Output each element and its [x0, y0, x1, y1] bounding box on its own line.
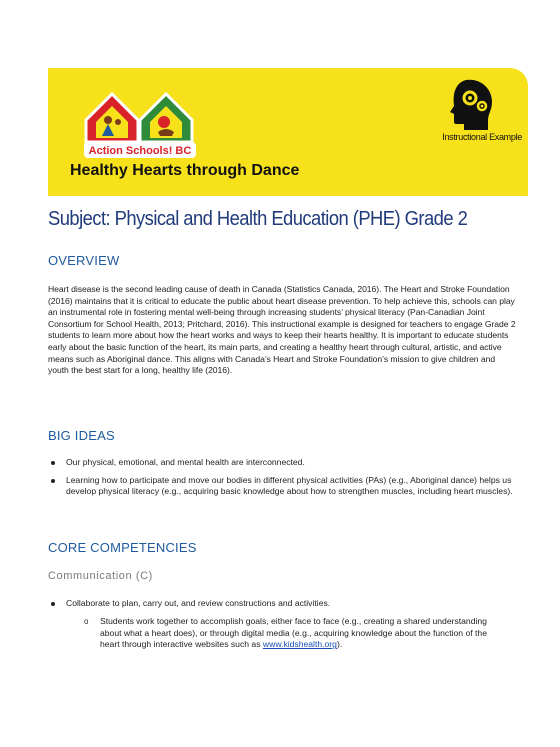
big-ideas-list: [48, 457, 516, 504]
core-sub-list: [84, 616, 504, 651]
head-gears-icon: [444, 76, 500, 132]
kidshealth-link[interactable]: www.kidshealth.org: [262, 639, 337, 650]
banner-title: Healthy Hearts through Dance: [70, 162, 300, 179]
core-competencies-heading: CORE COMPETENCIES: [48, 540, 197, 555]
sub-item-end: ).: [336, 639, 343, 650]
list-item: Collaborate to plan, carry out, and review constructions and activities.: [48, 598, 516, 610]
overview-paragraph: Heart disease is the second leading cause of death in Canada (Statistics Canada, 2016). The Heart and Stroke Foundation (2016) maintains that it is critical to educate the public about heart disease prevention. To help achieve this, schools can play an instrumental role in fostering mental well-being through increasing students’ physical literacy (Pan-Canadian Joint Consortium for School Health, 2013; Pritchard, 2016). This instructional example is designed for teachers to engage Grade 2 students to learn more about how the heart works and ways to keep their hearts healthy. It is important to educate students early about the basic function of the heart, its main parts, and creating a healthy heart through cultural, artistic, and active means such as Aboriginal dance. This aligns with Canada’s Heart and Stroke Foundation’s mission to give children and youth the best start for a long, healthy life (2016).: [48, 284, 516, 376]
core-list: [48, 598, 516, 616]
list-item: [84, 616, 504, 651]
list-item: Learning how to participate and move our bodies in different physical activities (PAs) (e.g., Aboriginal dance) helps us develop physical literacy (e.g., acquiring basic knowledge about how to strengthen muscles, including heart muscles).: [48, 475, 516, 498]
action-schools-logo: [78, 80, 208, 160]
header-banner: [48, 68, 528, 196]
big-ideas-heading: BIG IDEAS: [48, 428, 115, 443]
svg-text:Action Schools! BC: Action Schools! BC: [88, 145, 192, 157]
list-item: Our physical, emotional, and mental health are interconnected.: [48, 457, 516, 469]
overview-heading: OVERVIEW: [48, 253, 120, 268]
sub-item-text: Students work together to accomplish goals, either face to face (e.g., creating a shared understanding about what a heart does), or through digital media (e.g., acquiring knowledge about the function of the heart through interactive websites such as: [100, 616, 487, 650]
sub-bullet-marker: o: [84, 617, 89, 626]
communication-subheading: Communication (C): [48, 570, 153, 582]
page-title: Subject: Physical and Health Education (PHE) Grade 2: [48, 208, 468, 230]
instructional-example-badge: Instructional Example: [442, 132, 522, 142]
